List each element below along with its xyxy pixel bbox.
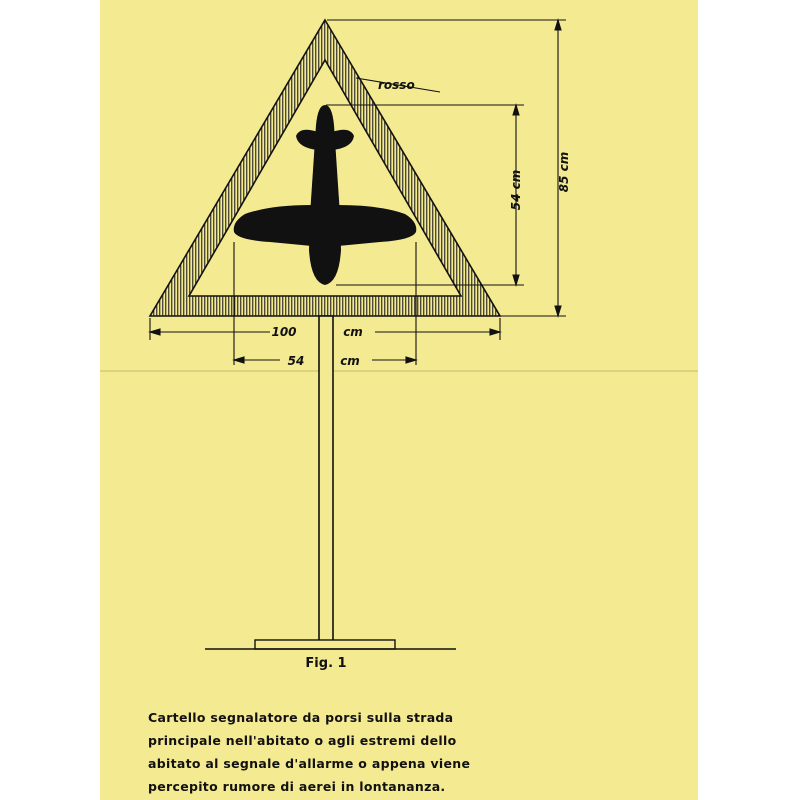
figure-label: Fig. 1 — [305, 656, 347, 671]
inner-height-label: 54 cm — [509, 169, 523, 211]
inner-width-label-unit: cm — [340, 354, 360, 368]
width-label-unit: cm — [343, 325, 363, 339]
figure-caption — [148, 706, 508, 798]
sign-pole — [319, 316, 333, 642]
sign-base — [255, 640, 395, 649]
caption-line: Cartello segnalatore da porsi sulla strada — [148, 710, 454, 725]
caption-line: percepito rumore di aerei in lontananza. — [148, 779, 446, 794]
inner-width-label-number: 54 — [287, 354, 305, 368]
caption-line: abitato al segnale d'allarme o appena viene — [148, 756, 471, 771]
caption-line: principale nell'abitato o agli estremi dello — [148, 733, 457, 748]
height-label: 85 cm — [557, 151, 571, 193]
width-label-number: 100 — [271, 325, 297, 339]
band-color-label: rosso — [378, 78, 415, 92]
